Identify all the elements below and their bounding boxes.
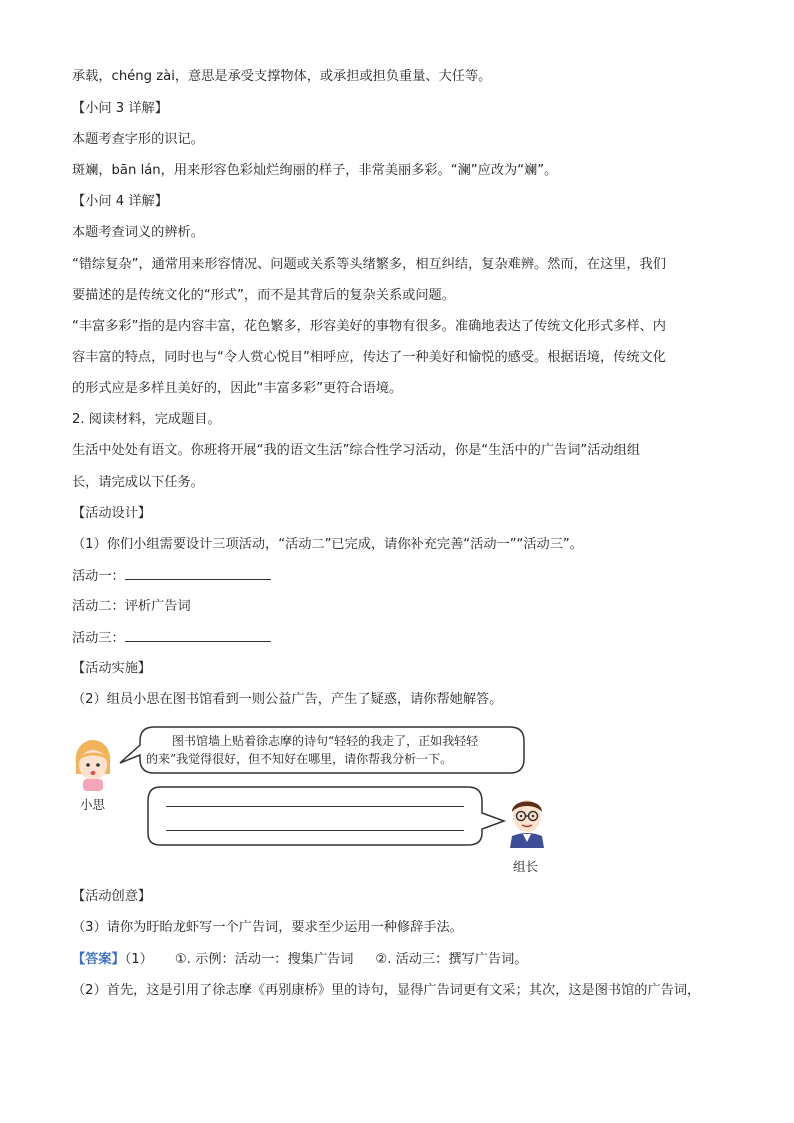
answer-item-2-text: . 活动三：撰写广告词。 [387,952,528,967]
answer-tag: 【答案】 [72,952,125,967]
leader-name: 组长 [513,859,539,874]
line-25: （2）首先，这是引用了徐志摩《再别康桥》里的诗句，显得广告词更有文采；其次，这是图书馆的广告词， [72,983,701,998]
line-10: 容丰富的特点，同时也与“令人赏心悦目”相呼应，传达了一种美好和愉悦的感受。根据语境，传统文化 [72,350,666,365]
answer-item-1-text: . 示例：活动一：搜集广告词 [186,952,354,967]
line-21: （2）组员小思在图书馆看到一则公益广告，产生了疑惑，请你帮她解答。 [72,692,503,707]
bubble-text-2: 的来”我觉得很好，但不知好在哪里，请你帮我分析一下。 [146,752,453,766]
line-4: 斑斓，bān lán，用来形容色彩灿烂绚丽的样子，非常美丽多彩。“澜”应改为“斓”。 [72,163,558,178]
line-6: 本题考查词义的辨析。 [72,225,204,240]
activity-creativity-heading: 【活动创意】 [72,889,152,904]
answer-item-2-num: ② [375,952,388,967]
line-1: 承载，chéng zài，意思是承受支撑物体，或承担或担负重量、大任等。 [72,69,492,84]
girl-avatar [70,738,116,792]
line-7: “错综复杂”，通常用来形容情况、问题或关系等头绪繁多，相互纠结，复杂难辨。然而，在这里，我们 [72,257,666,272]
line-16: （1）你们小组需要设计三项活动，“活动二”已完成，请你补充完善“活动一”“活动三”。 [72,537,583,552]
bubble-text-1: 图书馆墙上贴着徐志摩的诗句“轻轻的我走了，正如我轻轻 [172,734,479,748]
activity-1-label: 活动一： [72,569,125,584]
line-9: “丰富多彩”指的是内容丰富，花色繁多，形容美好的事物有很多。准确地表达了传统文化形式多样、内 [72,319,666,334]
answer-item-1-num: ① [174,952,187,967]
line-23: （3）请你为盱眙龙虾写一个广告词，要求至少运用一种修辞手法。 [72,920,463,935]
speech-bubble-leader [146,785,508,849]
line-8: 要描述的是传统文化的“形式”，而不是其背后的复杂关系或问题。 [72,288,455,303]
subquestion-4-heading: 【小问 4 详解】 [72,194,168,209]
answer-line-1[interactable] [166,806,464,807]
girl-name: 小思 [80,797,106,812]
line-3: 本题考查字形的识记。 [72,132,204,147]
answer-row [72,951,527,969]
activity-implementation-heading: 【活动实施】 [72,661,152,676]
activity-3-label: 活动三： [72,631,125,646]
line-11: 的形式应是多样且美好的，因此“丰富多彩”更符合语境。 [72,381,403,396]
answer-part-1: （1） [124,952,153,967]
activity-design-heading: 【活动设计】 [72,506,152,521]
leader-avatar [502,792,552,848]
subquestion-3-heading: 【小问 3 详解】 [72,101,168,116]
line-13: 生活中处处有语文。你班将开展“我的语文生活”综合性学习活动，你是“生活中的广告词”活动组组 [72,443,641,458]
activity-2-row: 活动二：评析广告词 [72,599,191,614]
activity-3-row [72,629,271,648]
answer-line-2[interactable] [166,830,464,831]
line-14: 长，请完成以下任务。 [72,475,204,490]
activity-3-blank[interactable] [125,629,271,642]
question-2-title: 2. 阅读材料，完成题目。 [72,412,221,427]
activity-1-row [72,567,271,586]
activity-1-blank[interactable] [125,567,271,580]
